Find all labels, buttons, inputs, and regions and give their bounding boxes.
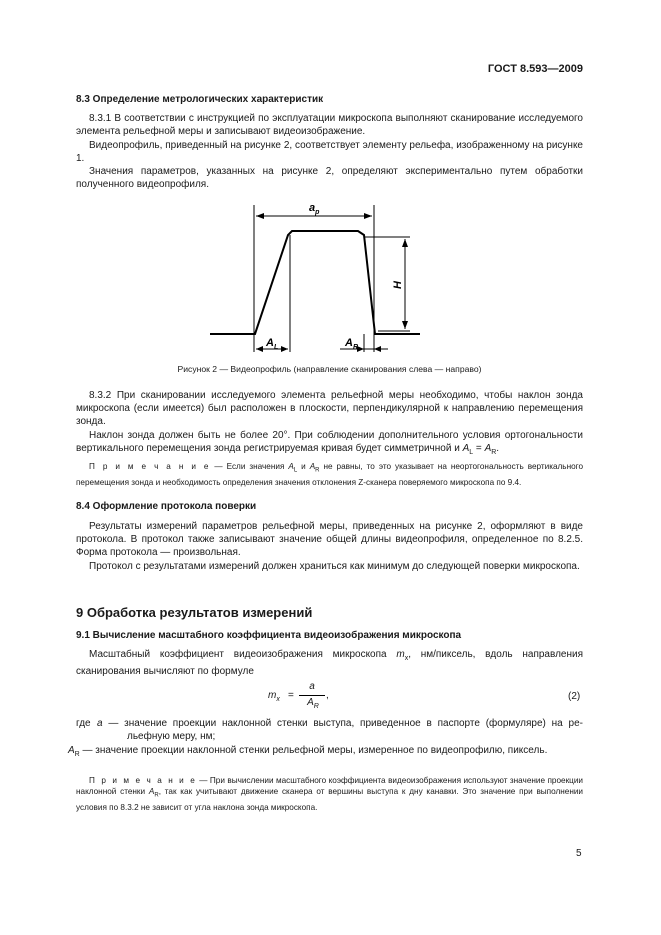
formula-2-equals: = [288,690,294,701]
formula-2-denominator: $A_R$ [307,697,319,710]
paragraph-8-3-2: 8.3.2 При сканировании исследуемого элемента рельефной меры необходимо, чтобы наклон зонда микроскопа (если имеется) был расположен в плоскости, перпендикулярной к направлению перемещения зонда. [76,390,583,428]
document-number: ГОСТ 8.593—2009 [487,63,583,75]
paragraph-parameters: Значения параметров, указанных на рисунке 2, определяют экспериментально путем обработки полученного видеопрофиля. [76,166,583,191]
note-9-1: П р и м е ч а н и е — При вычислении масштабного коэффициента видеоизображения используют значение проекции наклонной стенки $A_R$, так как учитывают движение сканера от вершины выступа к дну канавки. Это значение при выполнении условия по 8.3.2 не зависит от угла наклона зонда микроскопа. [76,776,584,812]
formula-2-lhs: $m_x$ [268,690,280,703]
where-prefix: где [76,718,91,729]
paragraph-9-1: Масштабный коэффициент видеоизображения микроскопа $m_x$, нм/пиксель, вдоль направления сканирования вычисляют по формуле [76,649,583,678]
paragraph-8-4-results: Результаты измерений параметров рельефной меры, приведенных на рисунке 2, оформляют в виде протокола. В протокол также записывают значение общей длины видеопрофиля, определенное по 8.2.5. Форма протокола — произвольная. [76,521,583,559]
paragraph-8-3-1: 8.3.1 В соответствии с инструкцией по эксплуатации микроскопа выполняют сканирование исследуемого элемента рельефной меры и записывают видеоизображение. [76,113,583,138]
label-h: H [392,281,404,289]
section-9-title: 9 Обработка результатов измерений [76,605,313,620]
formula-2-numerator: a [309,681,315,692]
label-ap: $a_p$ [309,202,320,216]
paragraph-8-4-storage: Протокол с результатами измерений должен храниться как минимум до следующей поверки микроскопа. [89,561,580,572]
paragraph-videoprofile: Видеопрофиль, приведенный на рисунке 2, соответствует элементу рельефа, изображенному на рисунке 1. [76,140,583,165]
note-8-3-2: П р и м е ч а н и е — Если значения $A_L$ и $A_R$ не равны, то это указывает на неортогональность вертикального перемещения зонда и необходимость определения значения отклонения Z-сканера поверяемого микроскопа по 9.4. [76,462,583,487]
formula-2-comma: , [326,690,329,701]
definition-a: a — значение проекции наклонной стенки выступа, приведенное в паспорте (формуляре) на рельефную меру, нм; [97,718,583,743]
profile-curve [210,231,420,334]
label-al: $A_L$ [266,337,279,351]
formula-2-fraction-bar [299,695,325,696]
figure-2-videoprofile [0,195,661,365]
formula-2-number: (2) [568,691,581,702]
label-ar: $A_R$ [345,337,359,351]
figure-2-caption: Рисунок 2 — Видеопрофиль (направление сканирования слева — направо) [177,364,482,374]
paragraph-probe-tilt: Наклон зонда должен быть не более 20°. При соблюдении дополнительного условия ортогональности вертикального перемещения зонда регистрируемая кривая будет симметричной и $A_L = A_R$. [76,430,583,457]
page-number: 5 [576,848,582,859]
section-8-4-title: 8.4 Оформление протокола поверки [76,501,257,512]
definition-ar: $A_R$ — значение проекции наклонной стенки рельефной меры, измеренное по видеопрофилю, пиксель. [68,745,548,758]
section-9-1-title: 9.1 Вычисление масштабного коэффициента видеоизображения микроскопа [76,630,462,641]
section-8-3-title: 8.3 Определение метрологических характеристик [76,94,324,105]
